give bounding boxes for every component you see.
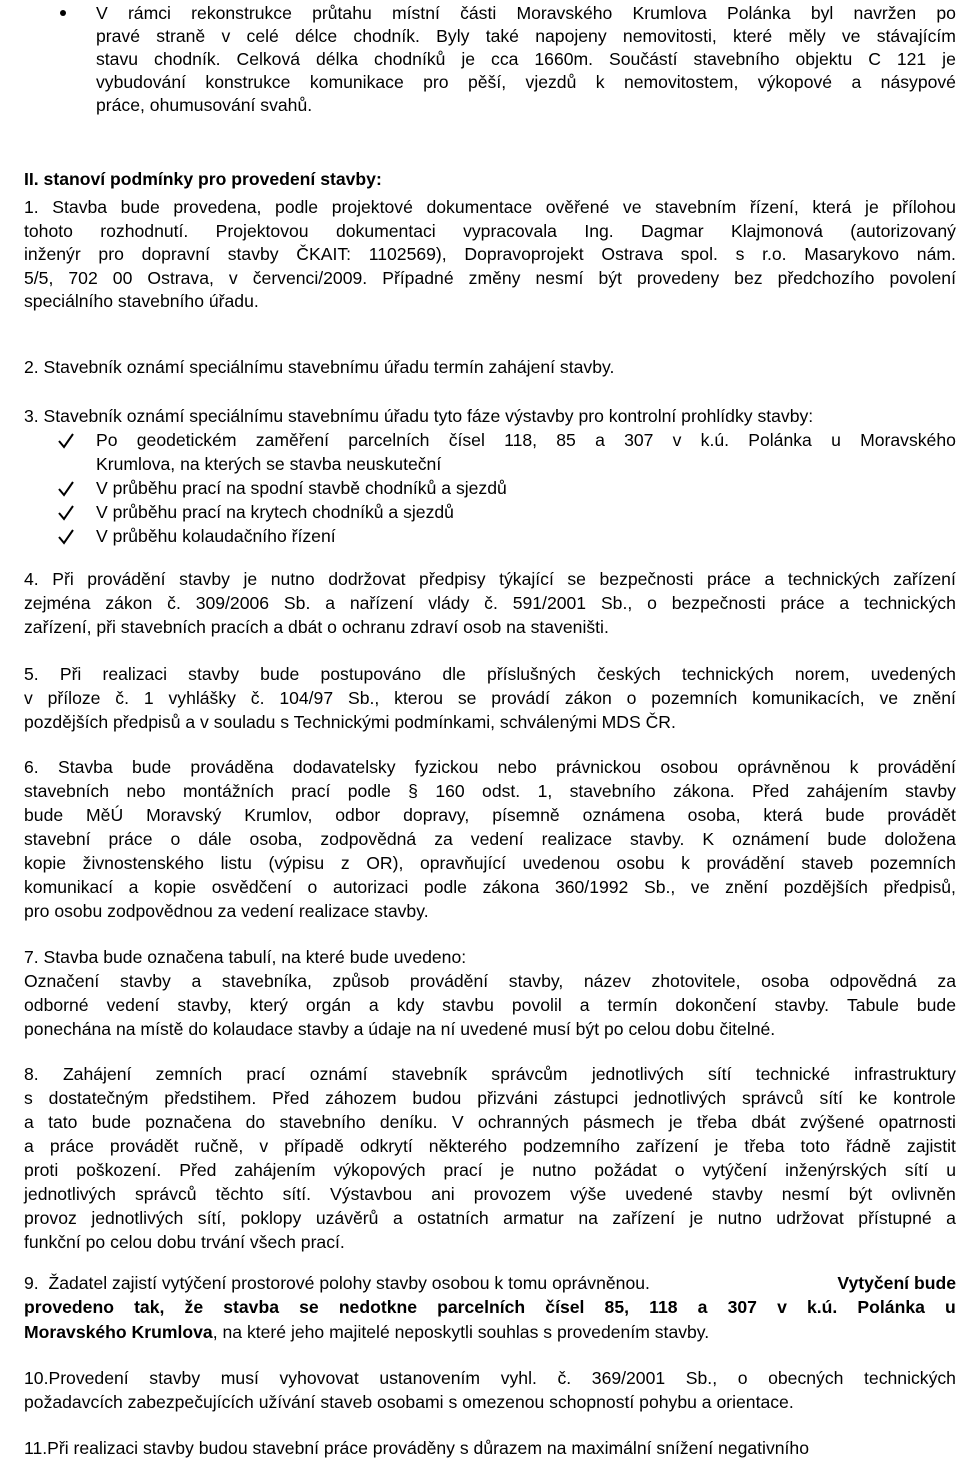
checkmark-icon [57, 504, 75, 522]
text-line: 1. Stavba bude provedena, podle projektové dokumentace ověřené ve stavebním řízení, která je přílohou [24, 197, 956, 217]
text-line: vybudování konstrukce komunikace pro pěší, vjezdů k nemovitostem, výkopové a násypové [96, 72, 956, 92]
checkmark-icon [57, 480, 75, 498]
text-line: 9. Žadatel zajistí vytýčení prostorové polohy stavby osobou k tomu oprávněnou. Vytyčení bude [24, 1273, 956, 1293]
text-line: V průběhu prací na spodní stavbě chodníků a sjezdů [96, 478, 507, 498]
text-line: V rámci rekonstrukce průtahu místní části Moravského Krumlova Polánka byl navržen po [96, 3, 956, 23]
text-line: komunikací a kopie osvědčení o autorizaci podle zákona 360/1992 Sb., ve znění pozdějších předpisů, [24, 877, 956, 897]
section-heading: II. stanoví podmínky pro provedení stavby: [24, 169, 382, 189]
text-line: 5/5, 702 00 Ostrava, v červenci/2009. Případné změny nesmí být provedeny bez předchozího povolení [24, 267, 956, 288]
text-line: V průběhu kolaudačního řízení [96, 526, 336, 546]
text-line: Označení stavby a stavebníka, způsob provádění stavby, název zhotovitele, osoba odpovědná za [24, 971, 956, 991]
checkmark-icon [57, 528, 75, 546]
text-line: funkční po celou dobu trvání všech prací. [24, 1232, 345, 1252]
text-line: tohoto rozhodnutí. Projektovou dokumentaci vypracovala Ing. Dagmar Klajmonová (autorizovaný [24, 220, 956, 241]
text-line: v příloze č. 1 vyhlášky č. 104/97 Sb., kterou se provádí zákon o pozemních komunikacích, ve znění [24, 688, 956, 708]
text-line: 4. Při provádění stavby je nutno dodržovat předpisy týkající se bezpečnosti práce a technických zařízení [24, 569, 956, 589]
text-line: V průběhu prací na krytech chodníků a sjezdů [96, 502, 454, 522]
text-line: požadavcích zabezpečujících užívání staveb osobami s omezenou schopností pohybu a orientace. [24, 1392, 794, 1412]
text-line: 5. Při realizaci stavby bude postupováno dle příslušných českých technických norem, uvedených [24, 664, 956, 684]
text-line: a práce provádět ručně, v případě odkrytí některého podzemního zařízení je třeba toto řádně zajistit [24, 1136, 956, 1156]
text-line: 11.Při realizaci stavby budou stavební práce prováděny s důrazem na maximální snížení negativního [24, 1438, 809, 1458]
text-line: provedeno tak, že stavba se nedotkne parcelních čísel 85, 118 a 307 v k.ú. Polánka u [24, 1297, 956, 1317]
text-line: zejména zákon č. 309/2006 Sb. a nařízení vlády č. 591/2001 Sb., o bezpečnosti práce a technických [24, 593, 956, 613]
text-line: a tato bude poznačena do stavebního deníku. V ochranných pásmech je třeba dbát zvýšené opatrnosti [24, 1112, 956, 1132]
text-line: práce, ohumusování svahů. [96, 95, 313, 115]
text-line: jednotlivých správců těchto sítí. Výstavbou ani provozem výše uvedené stavby nesmí být ovlivněn [24, 1184, 956, 1204]
text-line: odborné vedení stavby, který orgán a kdy stavbu povolil a termín dokončení stavby. Tabule bude [24, 995, 956, 1015]
text-line: Moravského Krumlova, na které jeho majitelé neposkytli souhlas s provedením stavby. [24, 1322, 710, 1342]
text-line: 10.Provedení stavby musí vyhovovat ustanovením vyhl. č. 369/2001 Sb., o obecných technických [24, 1368, 956, 1388]
text-line: stavebních nebo montážních prací podle § 160 odst. 1, stavebního zákona. Před zahájením stavby [24, 781, 956, 801]
text-line: ponechána na místě do kolaudace stavby a údaje na ní uvedené musí být po celou dobu čitelné. [24, 1019, 776, 1039]
text-line: speciálního stavebního úřadu. [24, 291, 259, 311]
checkmark-icon [57, 432, 75, 450]
text-line: pro osobu zodpovědnou za vedení realizace stavby. [24, 901, 429, 921]
text-line: proti poškození. Před zahájením výkopových prací je nutno požádat o vytýčení inženýrských sítí u [24, 1160, 956, 1180]
text-line: Po geodetickém zaměření parcelních čísel 118, 85 a 307 v k.ú. Polánka u Moravského [96, 430, 956, 450]
text-line: 8. Zahájení zemních prací oznámí stavebník správcům jednotlivých sítí technické infrastruktury [24, 1064, 956, 1084]
text-line: 6. Stavba bude prováděna dodavatelsky fyzickou nebo právnickou osobou oprávněnou k provádění [24, 757, 956, 777]
text-line: bude MěÚ Moravský Krumlov, odbor dopravy, písemně oznámena osoba, která bude provádět [24, 805, 956, 825]
text-line: provoz jednotlivých sítí, poklopy uzávěrů a ostatních armatur na zařízení je nutno udržovat přístupné a [24, 1208, 956, 1228]
text-line: 3. Stavebník oznámí speciálnímu stavebnímu úřadu tyto fáze výstavby pro kontrolní prohlídky stavby: [24, 406, 814, 426]
text-line: pravé straně v celé délce chodník. Byly také napojeny nemovitosti, které měly ve stávajícím [96, 26, 956, 46]
text-line: kopie živnostenského listu (výpisu z OR), opravňující uvedenou osobu k provádění staveb pozemních [24, 853, 956, 873]
text-line: Krumlova, na kterých se stavba neuskuteční [96, 454, 442, 474]
text-line: zařízení, při stavebních pracích a dbát o ochranu zdraví osob na staveništi. [24, 617, 609, 637]
text-line: s dostatečným předstihem. Před záhozem budou přizváni zástupci jednotlivých správců sítí ke kontrole [24, 1088, 956, 1108]
text-line: 7. Stavba bude označena tabulí, na které bude uvedeno: [24, 947, 467, 967]
bullet-dot-icon [60, 10, 66, 16]
text-line: inženýr pro dopravní stavby ČKAIT: 1102569), Dopravoprojekt Ostrava spol. s r.o. Masarykovo nám. [24, 244, 956, 264]
text-line: stavební práce o dále osoba, zodpovědná za vedení realizace stavby. K oznámení bude doložena [24, 829, 956, 849]
text-line: stavu chodník. Celková délka chodníků je cca 1660m. Součástí stavebního objektu C 121 je [96, 49, 956, 69]
text-line: pozdějších předpisů a v souladu s Technickými podmínkami, schválenými MDS ČR. [24, 712, 676, 732]
text-line: 2. Stavebník oznámí speciálnímu stavebnímu úřadu termín zahájení stavby. [24, 357, 615, 377]
